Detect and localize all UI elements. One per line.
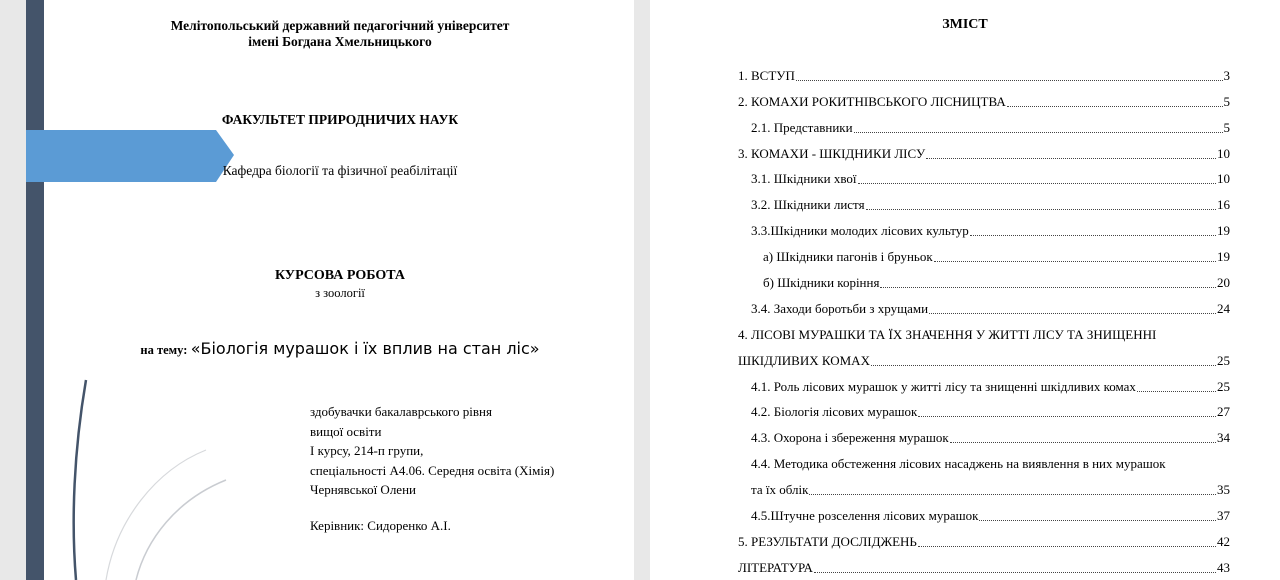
toc-entry-label: а) Шкідники пагонів і бруньок [763,249,933,265]
toc-entry[interactable] [738,84,1230,110]
toc-leader-dots [814,572,1216,573]
toc-entry-label: 4.4. Методика обстеження лісових насаджень на виявлення в них мурашок [751,456,1166,472]
toc-entry-label: 4.3. Охорона і збереження мурашок [751,430,949,446]
toc-leader-dots [950,442,1216,443]
toc-leader-dots [1007,106,1223,107]
toc-entry-page: 10 [1217,145,1230,161]
toc-entry-page: 27 [1217,404,1230,420]
toc-leader-dots [918,416,1216,417]
toc-heading: ЗМІСТ [942,17,988,32]
toc-page [650,0,1280,580]
toc-entry[interactable] [738,369,1230,395]
toc-entry-label: 3.3.Шкідники молодих лісових культур [751,223,969,239]
toc-entry[interactable] [738,58,1230,84]
title-page [26,0,634,580]
info-line: здобувачки бакалаврського рівня [310,404,492,419]
toc-entry-label: ШКІДЛИВИХ КОМАХ [738,352,870,368]
toc-leader-dots [866,209,1216,210]
toc-entry-label: 1. ВСТУП [738,67,795,83]
subject: з зоології [315,286,365,300]
toc-entry-page: 10 [1217,171,1230,187]
toc-entry-label: б) Шкідники коріння [763,275,880,291]
info-line: вищої освіти [310,423,382,439]
toc-leader-dots [979,520,1216,521]
toc-entry[interactable] [738,524,1230,550]
toc-entry-label: та їх облік [751,482,809,498]
toc-entry-label: 3. КОМАХИ - ШКІДНИКИ ЛІСУ [738,145,926,161]
toc-leader-dots [926,158,1216,159]
supervisor: Керівник: Сидоренко А.І. [310,518,451,533]
toc-entry-label: 2. КОМАХИ РОКИТНІВСЬКОГО ЛІСНИЦТВА [738,93,1006,109]
toc-leader-dots [918,546,1216,547]
toc-entry-label: 4.2. Біологія лісових мурашок [751,404,918,420]
toc-entry[interactable] [738,162,1230,188]
toc-leader-dots [796,80,1223,81]
university-name [26,18,634,50]
university-line-1: Мелітопольський державний педагогічний університет [170,18,510,33]
toc-entry-label: 3.2. Шкідники листя [751,197,865,213]
toc-entry[interactable] [738,187,1230,213]
toc-leader-dots [1137,391,1216,392]
toc-entry[interactable] [738,291,1230,317]
toc-list [738,58,1230,576]
work-type: КУРСОВА РОБОТА [274,268,406,283]
theme-label: на тему: [140,343,188,357]
theme-title: «Біологія мурашок і їх вплив на стан ліс» [190,339,540,358]
student-info [310,402,554,500]
toc-entry[interactable] [738,550,1230,576]
toc-leader-dots [970,235,1216,236]
info-line: спеціальності А4.06. Середня освіта (Хімія) [310,462,555,478]
toc-entry-page: 19 [1217,223,1230,239]
university-line-2: імені Богдана Хмельницького [248,34,432,49]
toc-entry[interactable] [738,343,1230,369]
toc-entry-page: 5 [1223,119,1230,135]
toc-entry-label: 4.1. Роль лісових мурашок у житті лісу та знищенні шкідливих комах [751,378,1136,394]
toc-entry-line[interactable] [738,446,1230,472]
toc-entry-page: 35 [1217,482,1230,498]
toc-leader-dots [858,183,1216,184]
info-line: І курсу, 214-п групи, [310,443,424,458]
toc-leader-dots [854,132,1223,133]
toc-entry-page: 16 [1217,197,1230,213]
toc-entry-page: 24 [1217,300,1230,316]
toc-entry-label: 3.4. Заходи боротьби з хрущами [751,300,929,316]
toc-entry-page: 25 [1217,378,1230,394]
department-name: Кафедра біології та фізичної реабілітації [222,163,458,178]
toc-entry-line[interactable] [738,317,1230,343]
toc-leader-dots [934,261,1216,262]
toc-entry-page: 34 [1217,430,1230,446]
toc-entry[interactable] [738,213,1230,239]
toc-entry-page: 37 [1217,508,1230,524]
toc-entry-label: 4. ЛІСОВІ МУРАШКИ ТА ЇХ ЗНАЧЕННЯ У ЖИТТІ ЛІСУ ТА ЗНИЩЕННІ [738,326,1157,342]
toc-entry-page: 3 [1223,67,1230,83]
toc-entry-label: ЛІТЕРАТУРА [738,559,813,575]
toc-entry-page: 42 [1217,533,1230,549]
toc-leader-dots [880,287,1216,288]
toc-entry-page: 5 [1223,93,1230,109]
faculty-name: ФАКУЛЬТЕТ ПРИРОДНИЧИХ НАУК [221,112,459,127]
info-line: Чернявської Олени [310,482,416,497]
toc-entry-page: 20 [1217,275,1230,291]
theme-line [26,341,634,358]
toc-entry[interactable] [738,420,1230,446]
toc-entry[interactable] [738,239,1230,265]
toc-entry[interactable] [738,472,1230,498]
toc-entry-page: 43 [1217,559,1230,575]
toc-entry-label: 5. РЕЗУЛЬТАТИ ДОСЛІДЖЕНЬ [738,533,917,549]
toc-entry-label: 3.1. Шкідники хвої [751,171,857,187]
toc-entry[interactable] [738,110,1230,136]
toc-entry-page: 25 [1217,352,1230,368]
toc-entry[interactable] [738,395,1230,421]
toc-leader-dots [809,494,1216,495]
toc-entry-label: 2.1. Представники [751,119,853,135]
toc-leader-dots [871,365,1216,366]
toc-entry-label: 4.5.Штучне розселення лісових мурашок [751,508,979,524]
toc-entry[interactable] [738,136,1230,162]
toc-entry[interactable] [738,265,1230,291]
toc-leader-dots [929,313,1216,314]
toc-entry-page: 19 [1217,249,1230,265]
toc-entry[interactable] [738,498,1230,524]
